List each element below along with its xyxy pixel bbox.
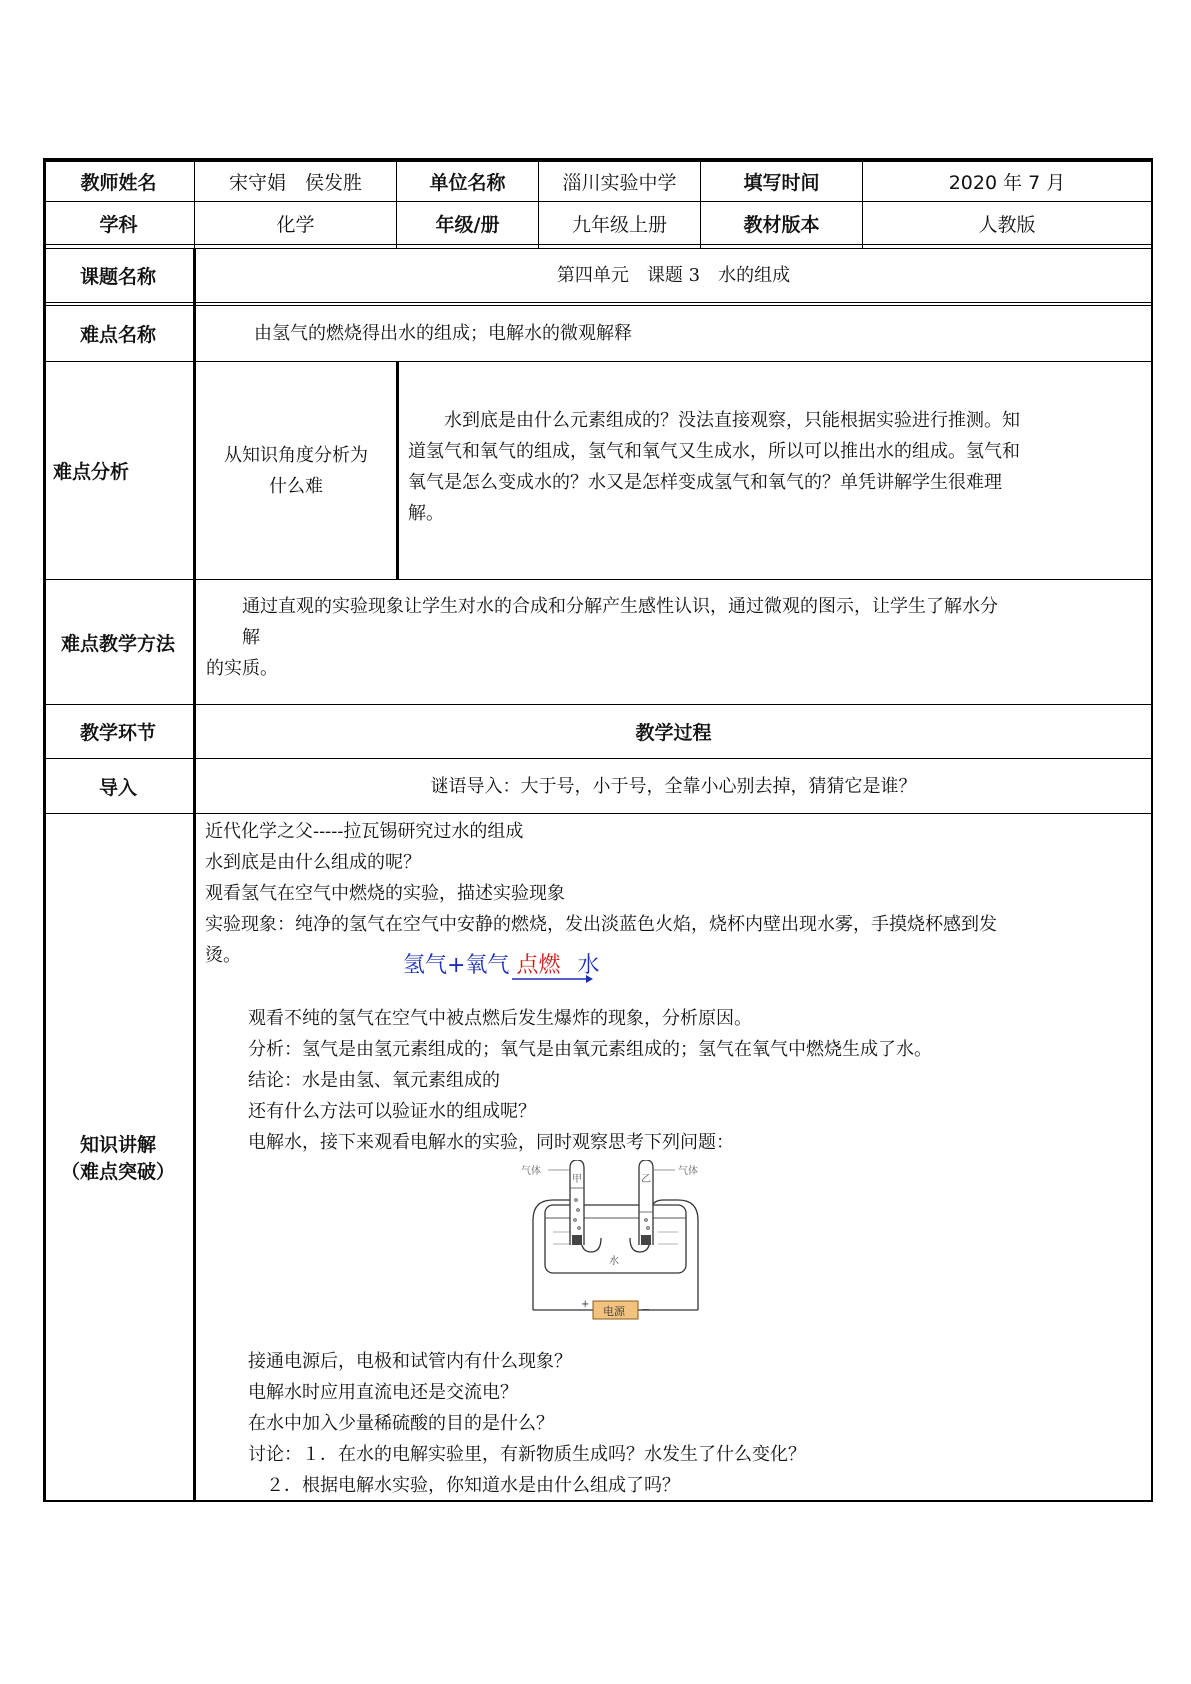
test-tube-left	[570, 1160, 584, 1245]
subject-value: 化学	[276, 213, 315, 236]
knowledge-bottom-text	[248, 1346, 806, 1501]
method-label: 难点教学方法	[60, 632, 175, 655]
analysis-sublabel	[196, 362, 396, 579]
knowledge-line: 观看氢气在空气中燃烧的实验，描述实验现象	[205, 883, 565, 904]
knowledge-line: 观看不纯的氢气在空气中被点燃后发生爆炸的现象，分析原因。	[248, 1008, 752, 1029]
edition-value: 人教版	[978, 213, 1036, 236]
difficulty-value: 由氢气的燃烧得出水的组成；电解水的微观解释	[254, 323, 632, 344]
reaction-arrow-icon	[512, 974, 594, 984]
table-right-border	[1151, 158, 1153, 1502]
reaction-formula	[403, 948, 599, 979]
row-divider	[43, 244, 1153, 245]
grade-value: 九年级上册	[571, 213, 667, 236]
process-header-value: 教学过程	[635, 722, 712, 744]
knowledge-line: 分析：氢气是由氢元素组成的；氧气是由氧元素组成的；氢气在氧气中燃烧生成了水。	[248, 1039, 932, 1060]
knowledge-label-line2: （难点突破）	[60, 1161, 175, 1183]
col-divider-analysis	[396, 361, 399, 579]
analysis-text	[408, 405, 1148, 529]
teacher-label: 教师姓名	[80, 171, 157, 194]
tube-right-label: 乙	[641, 1174, 651, 1185]
method-line: 解	[206, 627, 260, 648]
knowledge-line: 结论：水是由氢、氧元素组成的	[248, 1070, 500, 1091]
edition-label: 教材版本	[743, 213, 820, 236]
knowledge-line: 接通电源后，电极和试管内有什么现象？	[248, 1351, 572, 1372]
row-divider	[43, 302, 1153, 303]
method-line: 的实质。	[206, 658, 278, 679]
lesson-plan-table	[43, 158, 1153, 1502]
knowledge-label-line1: 知识讲解	[79, 1134, 156, 1156]
row-divider	[43, 579, 1153, 580]
knowledge-line: 烫。	[205, 945, 241, 966]
knowledge-line: 讨论：１．在水的电解实验里，有新物质生成吗？水发生了什么变化？	[248, 1444, 806, 1465]
knowledge-line: 电解水时应用直流电还是交流电？	[248, 1382, 518, 1403]
date-label: 填写时间	[743, 171, 820, 194]
analysis-line: 解。	[408, 503, 444, 524]
analysis-sublabel-line1: 从知识角度分析为	[224, 444, 368, 466]
process-stage-label: 教学环节	[79, 722, 156, 744]
wire-left	[533, 1200, 601, 1310]
difficulty-label: 难点名称	[79, 324, 156, 346]
power-label: 电源	[603, 1305, 625, 1318]
formula-condition: 点燃	[516, 953, 561, 978]
topic-value: 第四单元 课题 3 水的组成	[556, 265, 791, 286]
knowledge-line: 在水中加入少量稀硫酸的目的是什么？	[248, 1413, 554, 1434]
knowledge-mid-text	[248, 1003, 932, 1158]
formula-product: 水	[577, 953, 600, 978]
analysis-label: 难点分析	[53, 461, 130, 483]
tube-left-label: 甲	[572, 1174, 582, 1185]
analysis-line: 道氢气和氧气的组成，氢气和氧气又生成水，所以可以推出水的组成。氢气和	[408, 441, 1020, 462]
knowledge-line: ２．根据电解水实验，你知道水是由什么组成了吗？	[248, 1475, 680, 1496]
test-tube-right	[639, 1160, 653, 1245]
gas-right-label: 气体	[678, 1166, 698, 1177]
row-divider	[43, 813, 1153, 814]
minus-sign: −	[641, 1303, 651, 1316]
knowledge-line: 近代化学之父-----拉瓦锡研究过水的组成	[205, 821, 524, 842]
formula-reactants: 氢气+氧气	[403, 953, 510, 978]
method-text	[206, 591, 1146, 684]
knowledge-label	[43, 814, 193, 1500]
knowledge-line: 电解水，接下来观看电解水的实验，同时观察思考下列问题：	[248, 1132, 734, 1153]
grade-label: 年级/册	[435, 213, 500, 236]
electrolysis-apparatus-diagram	[513, 1160, 723, 1330]
analysis-line: 氧气是怎么变成水的？水又是怎样变成氢气和氧气的？单凭讲解学生很难理	[408, 472, 1002, 493]
teacher-value: 宋守娟 侯发胜	[228, 171, 362, 194]
intro-label: 导入	[98, 776, 137, 799]
plus-sign: +	[581, 1299, 590, 1310]
electrode-right	[641, 1235, 651, 1245]
water-label: 水	[609, 1256, 619, 1267]
topic-label: 课题名称	[79, 266, 156, 288]
electrode-left	[572, 1235, 582, 1245]
analysis-line: 水到底是由什么元素组成的？没法直接观察，只能根据实验进行推测。知	[408, 410, 1020, 431]
unit-value: 淄川实验中学	[562, 171, 677, 194]
subject-label: 学科	[99, 213, 138, 236]
gas-left-label: 气体	[521, 1166, 541, 1177]
unit-label: 单位名称	[429, 171, 506, 194]
date-value: 2020 年 7 月	[948, 171, 1066, 194]
knowledge-top-text	[205, 816, 997, 971]
knowledge-line: 还有什么方法可以验证水的组成呢？	[248, 1101, 536, 1122]
method-line: 通过直观的实验现象让学生对水的合成和分解产生感性认识，通过微观的图示，让学生了解水分	[206, 596, 998, 617]
knowledge-line: 水到底是由什么组成的呢？	[205, 852, 421, 873]
analysis-sublabel-line2: 什么难	[269, 475, 323, 497]
knowledge-line: 实验现象：纯净的氢气在空气中安静的燃烧，发出淡蓝色火焰，烧杯内壁出现水雾，手摸烧杯感到发	[205, 914, 997, 935]
intro-value: 谜语导入：大于号，小于号，全靠小心别去掉，猜猜它是谁？	[430, 775, 917, 797]
